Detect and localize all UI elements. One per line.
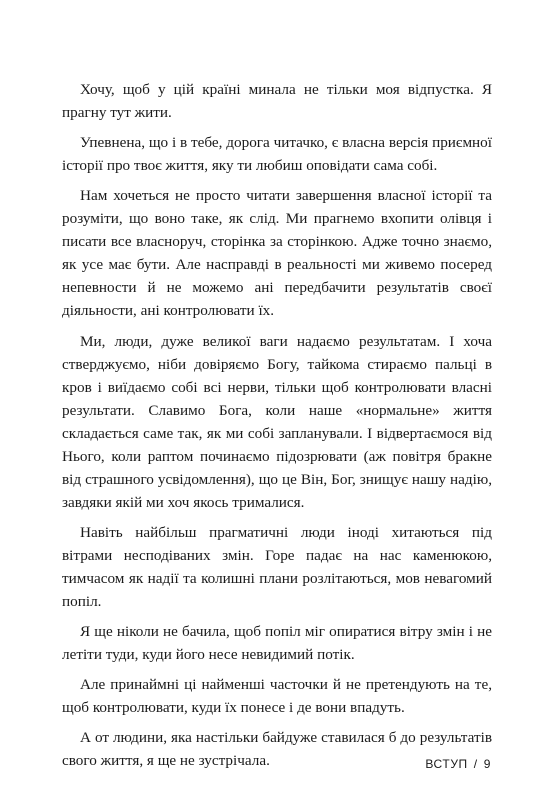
- paragraph: Нам хочеться не просто читати завершення власної історії та розуміти, що воно таке, як слід. Ми прагнемо вхопити олівця і писати все власноруч, сторінка за сторінкою. Адже точно знаємо, як усе має бути. Але насправді в реальності ми живемо посеред непевности й не можемо ані передбачити результатів своєї діяльности, ані контролювати їх.: [62, 187, 492, 320]
- footer-separator: /: [473, 757, 478, 771]
- paragraph: Навіть найбільш прагматичні люди іноді хитаються під вітрами несподіваних змін. Горе падає на нас каменюкою, тимчасом як надії та колишні плани розлітаються, мов невагомий попіл.: [62, 523, 492, 610]
- page-number: 9: [483, 757, 491, 771]
- paragraph: Упевнена, що і в тебе, дорога читачко, є власна версія приємної історії про твоє життя, яку ти любиш оповідати сама собі.: [62, 134, 492, 175]
- paragraph: Ми, люди, дуже великої ваги надаємо результатам. І хоча стверджуємо, ніби довіряємо Богу, тайкома стираємо пальці в кров і виїдаємо собі всі нерви, тільки щоб контролювати власні результати. Славимо Бога, коли наше «нормальне» життя складається саме так, як ми собі запланували. І відвертаємося від Нього, коли раптом починаємо підозрювати (аж повітря бракне від страшного усвідомлення), що це Він, Бог, знищує нашу надію, завдяки якій ми хоч якось трималися.: [62, 332, 492, 511]
- paragraph: А от людини, яка настільки байдуже ставилася б до результатів свого життя, я ще не зустрічала.: [62, 729, 492, 770]
- paragraph: Я ще ніколи не бачила, щоб попіл міг опиратися вітру змін і не летіти туди, куди його несе невидимий потік.: [62, 622, 492, 663]
- paragraph: Хочу, щоб у цій країні минала не тільки моя відпустка. Я прагну тут жити.: [62, 81, 492, 121]
- paragraph: Але принаймні ці найменші часточки й не претендують на те, щоб контролювати, куди їх понесе і де вони впадуть.: [62, 676, 492, 717]
- body-text: [62, 78, 492, 780]
- running-footer: [0, 757, 491, 771]
- section-title: ВСТУП: [425, 757, 468, 771]
